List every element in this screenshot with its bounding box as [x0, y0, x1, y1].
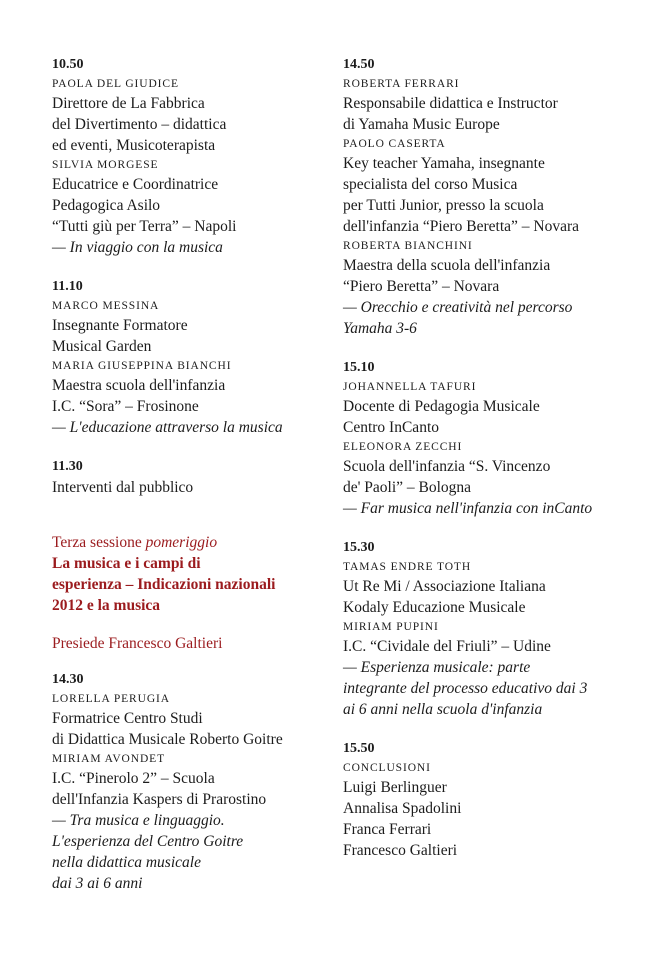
speaker-role: Pedagogica Asilo: [52, 197, 161, 214]
speaker-role: I.C. “Sora” – Frosinone: [52, 398, 199, 415]
speaker-role: Educatrice e Coordinatrice: [52, 176, 219, 193]
speaker-role: Annalisa Spadolini: [343, 800, 462, 817]
talk-topic: — In viaggio con la musica: [52, 239, 223, 256]
talk-topic: ai 6 anni nella scuola d'infanzia: [343, 701, 543, 718]
speaker-role: di Didattica Musicale Roberto Goitre: [52, 731, 283, 748]
speaker-role: Formatrice Centro Studi: [52, 710, 203, 727]
session-prefix: Terza sessione: [52, 534, 142, 551]
speaker-role: Responsabile didattica e Instructor: [343, 95, 558, 112]
talk-topic: integrante del processo educativo dai 3: [343, 680, 588, 697]
speaker-name: SILVIA MORGESE: [52, 159, 159, 171]
speaker-role: “Piero Beretta” – Novara: [343, 278, 500, 295]
speaker-role: Kodaly Educazione Musicale: [343, 599, 526, 616]
speaker-role: Luigi Berlinguer: [343, 779, 447, 796]
talk-topic: — Tra musica e linguaggio.: [52, 812, 225, 829]
speaker-name: TAMAS ENDRE TOTH: [343, 561, 472, 573]
session-title: La musica e i campi di: [52, 555, 201, 572]
speaker-name: ROBERTA BIANCHINI: [343, 240, 473, 252]
speaker-role: dell'Infanzia Kaspers di Prarostino: [52, 791, 267, 808]
slot-1450: [343, 56, 643, 339]
speaker-role: Musical Garden: [52, 338, 152, 355]
right-column: [343, 56, 643, 861]
speaker-name: CONCLUSIONI: [343, 762, 431, 774]
speaker-name: ROBERTA FERRARI: [343, 78, 460, 90]
slot-1550: [343, 740, 643, 861]
slot-1110: [52, 278, 342, 438]
speaker-role: Centro InCanto: [343, 419, 439, 436]
speaker-role: Direttore de La Fabbrica: [52, 95, 205, 112]
speaker-role: de' Paoli” – Bologna: [343, 479, 472, 496]
talk-topic: dai 3 ai 6 anni: [52, 875, 143, 892]
session-chair: Presiede Francesco Galtieri: [52, 635, 223, 652]
speaker-role: Scuola dell'infanzia “S. Vincenzo: [343, 458, 551, 475]
slot-1430: [52, 671, 342, 894]
speaker-name: MIRIAM AVONDET: [52, 753, 166, 765]
speaker-role: I.C. “Pinerolo 2” – Scuola: [52, 770, 215, 787]
speaker-role: Maestra scuola dell'infanzia: [52, 377, 226, 394]
time-label: 11.30: [52, 459, 83, 474]
speaker-role: per Tutti Junior, presso la scuola: [343, 197, 544, 214]
talk-topic: — Far musica nell'infanzia con inCanto: [343, 500, 593, 517]
speaker-role: Docente di Pedagogia Musicale: [343, 398, 540, 415]
session-suffix: pomeriggio: [145, 534, 218, 551]
speaker-role: Key teacher Yamaha, insegnante: [343, 155, 545, 172]
speaker-role: I.C. “Cividale del Friuli” – Udine: [343, 638, 551, 655]
speaker-role: Francesco Galtieri: [343, 842, 458, 859]
time-label: 14.30: [52, 672, 84, 687]
time-label: 15.50: [343, 741, 375, 756]
session-title: 2012 e la musica: [52, 597, 161, 614]
speaker-role: ed eventi, Musicoterapista: [52, 137, 216, 154]
speaker-name: MARCO MESSINA: [52, 300, 160, 312]
time-label: 15.10: [343, 360, 375, 375]
speaker-name: LORELLA PERUGIA: [52, 693, 170, 705]
slot-1130: [52, 458, 342, 498]
speaker-role: Ut Re Mi / Associazione Italiana: [343, 578, 546, 595]
speaker-name: ELEONORA ZECCHI: [343, 441, 463, 453]
session-subtitle: [52, 532, 342, 553]
speaker-role: Franca Ferrari: [343, 821, 432, 838]
talk-topic: nella didattica musicale: [52, 854, 201, 871]
talk-topic: L'esperienza del Centro Goitre: [52, 833, 244, 850]
talk-topic: Yamaha 3-6: [343, 320, 417, 337]
session-note: Interventi dal pubblico: [52, 479, 194, 496]
slot-1530: [343, 539, 643, 720]
speaker-role: specialista del corso Musica: [343, 176, 518, 193]
session-header: [52, 532, 342, 654]
speaker-name: MIRIAM PUPINI: [343, 621, 439, 633]
speaker-role: Insegnante Formatore: [52, 317, 188, 334]
speaker-name: MARIA GIUSEPPINA BIANCHI: [52, 360, 232, 372]
time-label: 15.30: [343, 540, 375, 555]
speaker-name: PAOLO CASERTA: [343, 138, 446, 150]
speaker-role: di Yamaha Music Europe: [343, 116, 500, 133]
talk-topic: — Esperienza musicale: parte: [343, 659, 531, 676]
left-column: [52, 56, 342, 894]
time-label: 14.50: [343, 57, 375, 72]
talk-topic: — Orecchio e creatività nel percorso: [343, 299, 573, 316]
speaker-role: “Tutti giù per Terra” – Napoli: [52, 218, 237, 235]
talk-topic: — L'educazione attraverso la musica: [52, 419, 283, 436]
time-label: 11.10: [52, 279, 83, 294]
slot-1050: [52, 56, 342, 258]
time-label: 10.50: [52, 57, 84, 72]
session-title: esperienza – Indicazioni nazionali: [52, 576, 276, 593]
speaker-name: PAOLA DEL GIUDICE: [52, 78, 179, 90]
speaker-role: Maestra della scuola dell'infanzia: [343, 257, 551, 274]
speaker-name: JOHANNELLA TAFURI: [343, 381, 477, 393]
slot-1510: [343, 359, 643, 519]
speaker-role: dell'infanzia “Piero Beretta” – Novara: [343, 218, 580, 235]
speaker-role: del Divertimento – didattica: [52, 116, 227, 133]
